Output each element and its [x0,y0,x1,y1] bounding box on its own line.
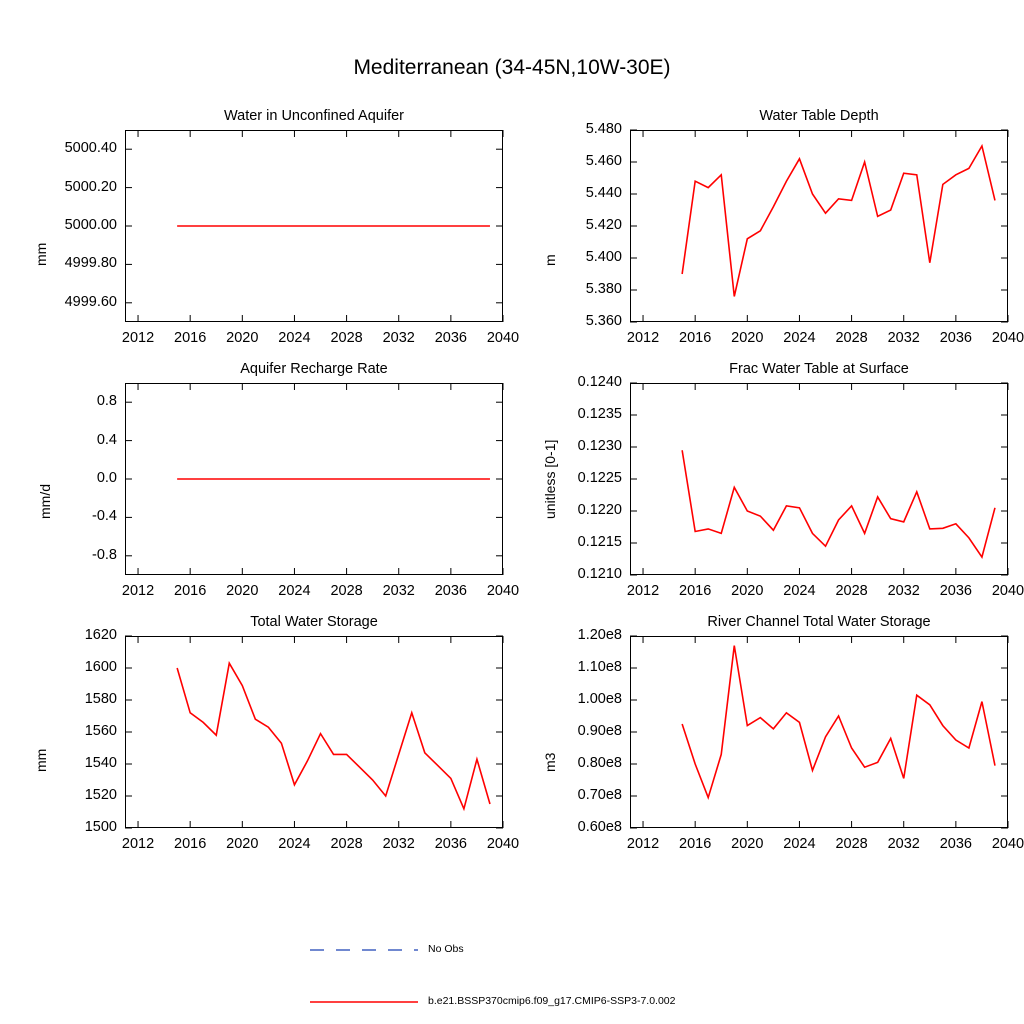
y-tick-label: 5.440 [585,185,622,201]
x-tick-label: 2012 [626,836,660,852]
x-tick-label: 2024 [278,836,311,852]
x-tick-label: 2016 [679,583,712,599]
legend-label: b.e21.BSSP370cmip6.f09_g17.CMIP6-SSP3-7.0.002 [428,995,676,1007]
x-tick-label: 2036 [434,330,467,346]
panel-frac-water-table-at-surface [542,361,1024,599]
x-tick-label: 2020 [226,836,259,852]
x-tick-label: 2012 [626,330,660,346]
y-axis-label: m3 [542,752,558,772]
x-tick-label: 2012 [121,583,155,599]
x-tick-label: 2040 [486,836,520,852]
panel-water-table-depth [542,108,1024,346]
x-tick-label: 2024 [783,583,816,599]
y-tick-label: 5000.40 [64,140,117,157]
x-tick-label: 2036 [939,836,972,852]
x-tick-label: 2024 [278,583,311,599]
legend-label: No Obs [428,943,464,955]
x-tick-label: 2028 [835,836,868,852]
legend [300,935,820,1015]
y-tick-label: -0.4 [92,508,117,525]
figure-title: Mediterranean (34-45N,10W-30E) [353,56,671,79]
y-tick-label: 1620 [84,627,117,643]
x-tick-label: 2012 [121,836,155,852]
x-tick-label: 2036 [434,583,467,599]
y-tick-label: 1.10e8 [577,659,622,675]
y-axis-label: mm [33,748,49,772]
y-tick-label: 5.460 [585,153,622,169]
panel-title: Total Water Storage [250,614,378,630]
x-tick-label: 2024 [783,330,816,346]
y-tick-label: 0.70e8 [577,787,622,803]
y-tick-label: 5000.20 [64,178,117,195]
y-tick-label: 0.1215 [577,534,622,550]
x-tick-label: 2020 [731,836,764,852]
x-tick-label: 2028 [330,836,363,852]
x-tick-label: 2040 [991,583,1024,599]
y-tick-label: 0.1235 [577,406,622,422]
panel-water-in-unconfined-aquifer [33,108,520,346]
panel-title: Water Table Depth [759,108,879,124]
y-tick-label: 0.1225 [577,470,622,486]
x-tick-label: 2028 [835,583,868,599]
panel-title: Aquifer Recharge Rate [240,361,388,377]
y-tick-label: 1540 [84,755,117,771]
y-tick-label: 5.400 [585,249,622,265]
series-layer [125,636,503,828]
y-axis-label: unitless [0-1] [542,439,558,519]
y-tick-label: 0.1230 [577,438,622,454]
y-tick-label: 0.1240 [577,374,622,390]
x-tick-label: 2012 [121,330,155,346]
y-axis-label: mm [33,242,49,266]
series-layer [630,383,1008,575]
y-tick-label: -0.8 [92,546,117,563]
x-tick-label: 2040 [486,330,520,346]
x-tick-label: 2016 [174,836,207,852]
x-tick-label: 2032 [382,330,415,346]
x-tick-label: 2036 [939,330,972,346]
x-tick-label: 2028 [330,583,363,599]
y-tick-label: 5.360 [585,313,622,329]
x-tick-label: 2024 [278,330,311,346]
x-tick-label: 2016 [679,330,712,346]
y-tick-label: 5.380 [585,281,622,297]
y-tick-label: 5.480 [585,121,622,137]
x-tick-label: 2016 [174,330,207,346]
panel-title: Water in Unconfined Aquifer [223,108,404,124]
data-series-line [177,663,490,809]
y-tick-label: 0.90e8 [577,723,622,739]
series-layer [630,130,1008,322]
y-tick-label: 1520 [84,787,117,803]
x-tick-label: 2040 [486,583,520,599]
panel-aquifer-recharge-rate [37,361,520,599]
y-tick-label: 4999.80 [64,255,117,272]
y-tick-label: 1.20e8 [577,627,622,643]
data-series-line [682,146,995,296]
y-tick-label: 0.80e8 [577,755,622,771]
panel-river-channel-total-water-storage [542,614,1024,852]
y-tick-label: 1560 [84,723,117,739]
y-tick-label: 1500 [84,819,117,835]
y-tick-label: 1600 [84,659,117,675]
x-tick-label: 2032 [887,836,920,852]
y-tick-label: 1.00e8 [577,691,622,707]
x-tick-label: 2016 [174,583,207,599]
y-tick-label: 5000.00 [64,217,117,233]
x-tick-label: 2028 [330,330,363,346]
series-layer [630,636,1008,828]
x-tick-label: 2020 [731,330,764,346]
y-axis-label: m [542,254,558,266]
x-tick-label: 2012 [626,583,660,599]
x-tick-label: 2040 [991,330,1024,346]
y-tick-label: 0.1220 [577,502,622,518]
x-tick-label: 2032 [887,583,920,599]
series-layer [125,130,503,322]
panel-title: Frac Water Table at Surface [729,361,909,377]
y-tick-label: 5.420 [585,217,622,233]
series-layer [125,383,503,575]
y-tick-label: 4999.60 [64,293,117,310]
y-tick-label: 0.60e8 [577,819,622,835]
x-tick-label: 2028 [835,330,868,346]
panel-total-water-storage [33,614,520,852]
x-tick-label: 2020 [226,330,259,346]
data-series-line [682,646,995,798]
x-tick-label: 2032 [887,330,920,346]
x-tick-label: 2040 [991,836,1024,852]
panel-title: River Channel Total Water Storage [707,614,931,630]
y-tick-label: 0.0 [96,470,117,486]
x-tick-label: 2032 [382,836,415,852]
x-tick-label: 2036 [939,583,972,599]
y-tick-label: 1580 [84,691,117,707]
x-tick-label: 2020 [226,583,259,599]
x-tick-label: 2020 [731,583,764,599]
x-tick-label: 2036 [434,836,467,852]
y-axis-label: mm/d [37,484,53,519]
y-tick-label: 0.4 [96,431,117,448]
x-tick-label: 2016 [679,836,712,852]
y-tick-label: 0.1210 [577,566,622,582]
x-tick-label: 2024 [783,836,816,852]
x-tick-label: 2032 [382,583,415,599]
data-series-line [682,450,995,557]
y-tick-label: 0.8 [96,393,117,410]
